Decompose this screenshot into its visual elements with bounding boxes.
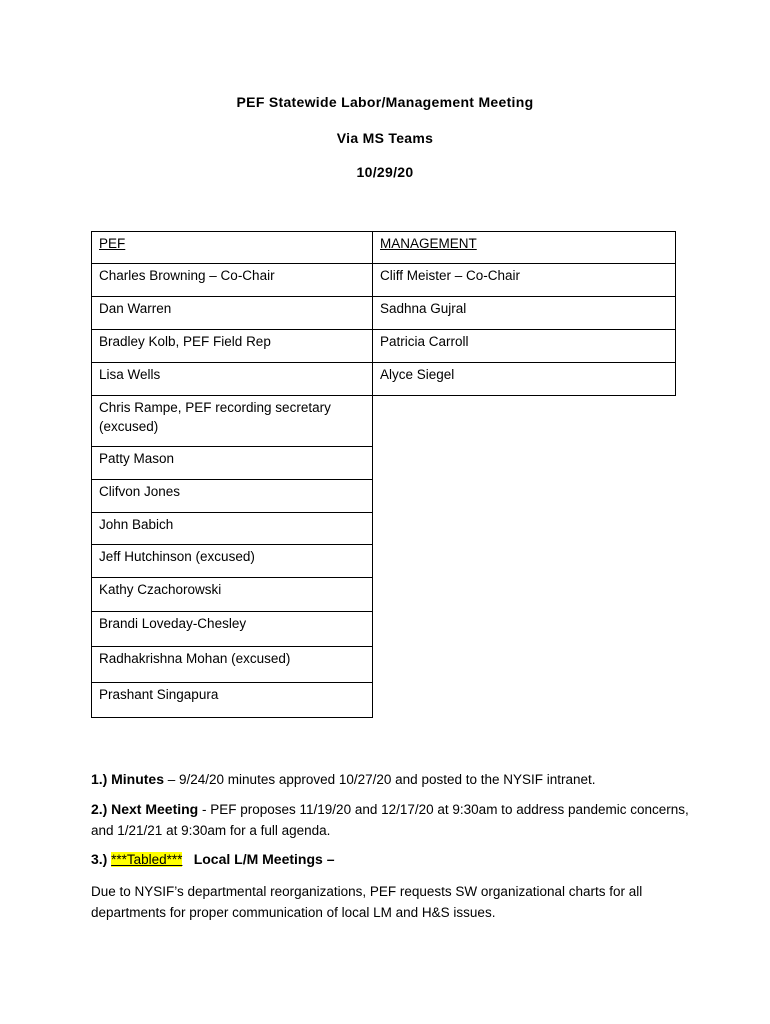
table-row <box>92 612 676 647</box>
management-attendee: Sadhna Gujral <box>373 297 676 330</box>
attendance-table <box>91 231 676 718</box>
table-row <box>92 683 676 718</box>
table-row <box>92 447 676 480</box>
pef-attendee: Jeff Hutchinson (excused) <box>92 545 373 578</box>
pef-attendee: Radhakrishna Mohan (excused) <box>92 647 373 683</box>
item-heading: Local L/M Meetings – <box>193 851 335 867</box>
table-row <box>92 363 676 396</box>
table-row <box>92 578 676 612</box>
management-attendee: Patricia Carroll <box>373 330 676 363</box>
document-title: PEF Statewide Labor/Management Meeting <box>236 94 534 110</box>
item-number: 1.) <box>91 771 108 787</box>
agenda-item-next-meeting <box>91 799 691 841</box>
tabled-tag: ***Tabled*** <box>111 852 183 867</box>
item-heading: Minutes <box>111 771 164 787</box>
pef-attendee: Prashant Singapura <box>92 683 373 718</box>
item-text: - PEF proposes 11/19/20 and 12/17/20 at 9:30am to address pandemic concerns, and 1/21/21 at 9:30am for a full agenda. <box>91 802 689 838</box>
table-row <box>92 396 676 447</box>
pef-attendee: Patty Mason <box>92 447 373 480</box>
management-column-header: MANAGEMENT <box>373 232 676 264</box>
pef-column-header: PEF <box>92 232 373 264</box>
table-row <box>92 545 676 578</box>
pef-attendee: Clifvon Jones <box>92 480 373 513</box>
table-row <box>92 513 676 545</box>
pef-attendee: Dan Warren <box>92 297 373 330</box>
document-subtitle: Via MS Teams <box>336 130 434 146</box>
table-row <box>92 264 676 297</box>
agenda-item-local-meetings <box>91 849 691 870</box>
item-number: 3.) <box>91 851 108 867</box>
table-row <box>92 297 676 330</box>
pef-attendee: John Babich <box>92 513 373 545</box>
pef-attendee: Charles Browning – Co-Chair <box>92 264 373 297</box>
pef-attendee: Chris Rampe, PEF recording secretary (excused) <box>92 396 373 447</box>
pef-attendee: Lisa Wells <box>92 363 373 396</box>
table-row <box>92 647 676 683</box>
pef-attendee: Brandi Loveday-Chesley <box>92 612 373 647</box>
item-number: 2.) <box>91 801 108 817</box>
table-row <box>92 480 676 513</box>
local-meetings-text: Due to NYSIF’s departmental reorganizations, PEF requests SW organizational charts for all departments for proper communication of local LM and H&S issues. <box>91 884 643 920</box>
item-text: – 9/24/20 minutes approved 10/27/20 and posted to the NYSIF intranet. <box>164 772 596 787</box>
table-row <box>92 330 676 363</box>
pef-attendee: Kathy Czachorowski <box>92 578 373 612</box>
item-heading: Next Meeting <box>111 801 199 817</box>
management-attendee: Cliff Meister – Co-Chair <box>373 264 676 297</box>
meeting-date: 10/29/20 <box>356 164 414 180</box>
table-header-row <box>92 232 676 264</box>
agenda-item-minutes <box>91 769 691 790</box>
management-attendee: Alyce Siegel <box>373 363 676 396</box>
pef-attendee: Bradley Kolb, PEF Field Rep <box>92 330 373 363</box>
